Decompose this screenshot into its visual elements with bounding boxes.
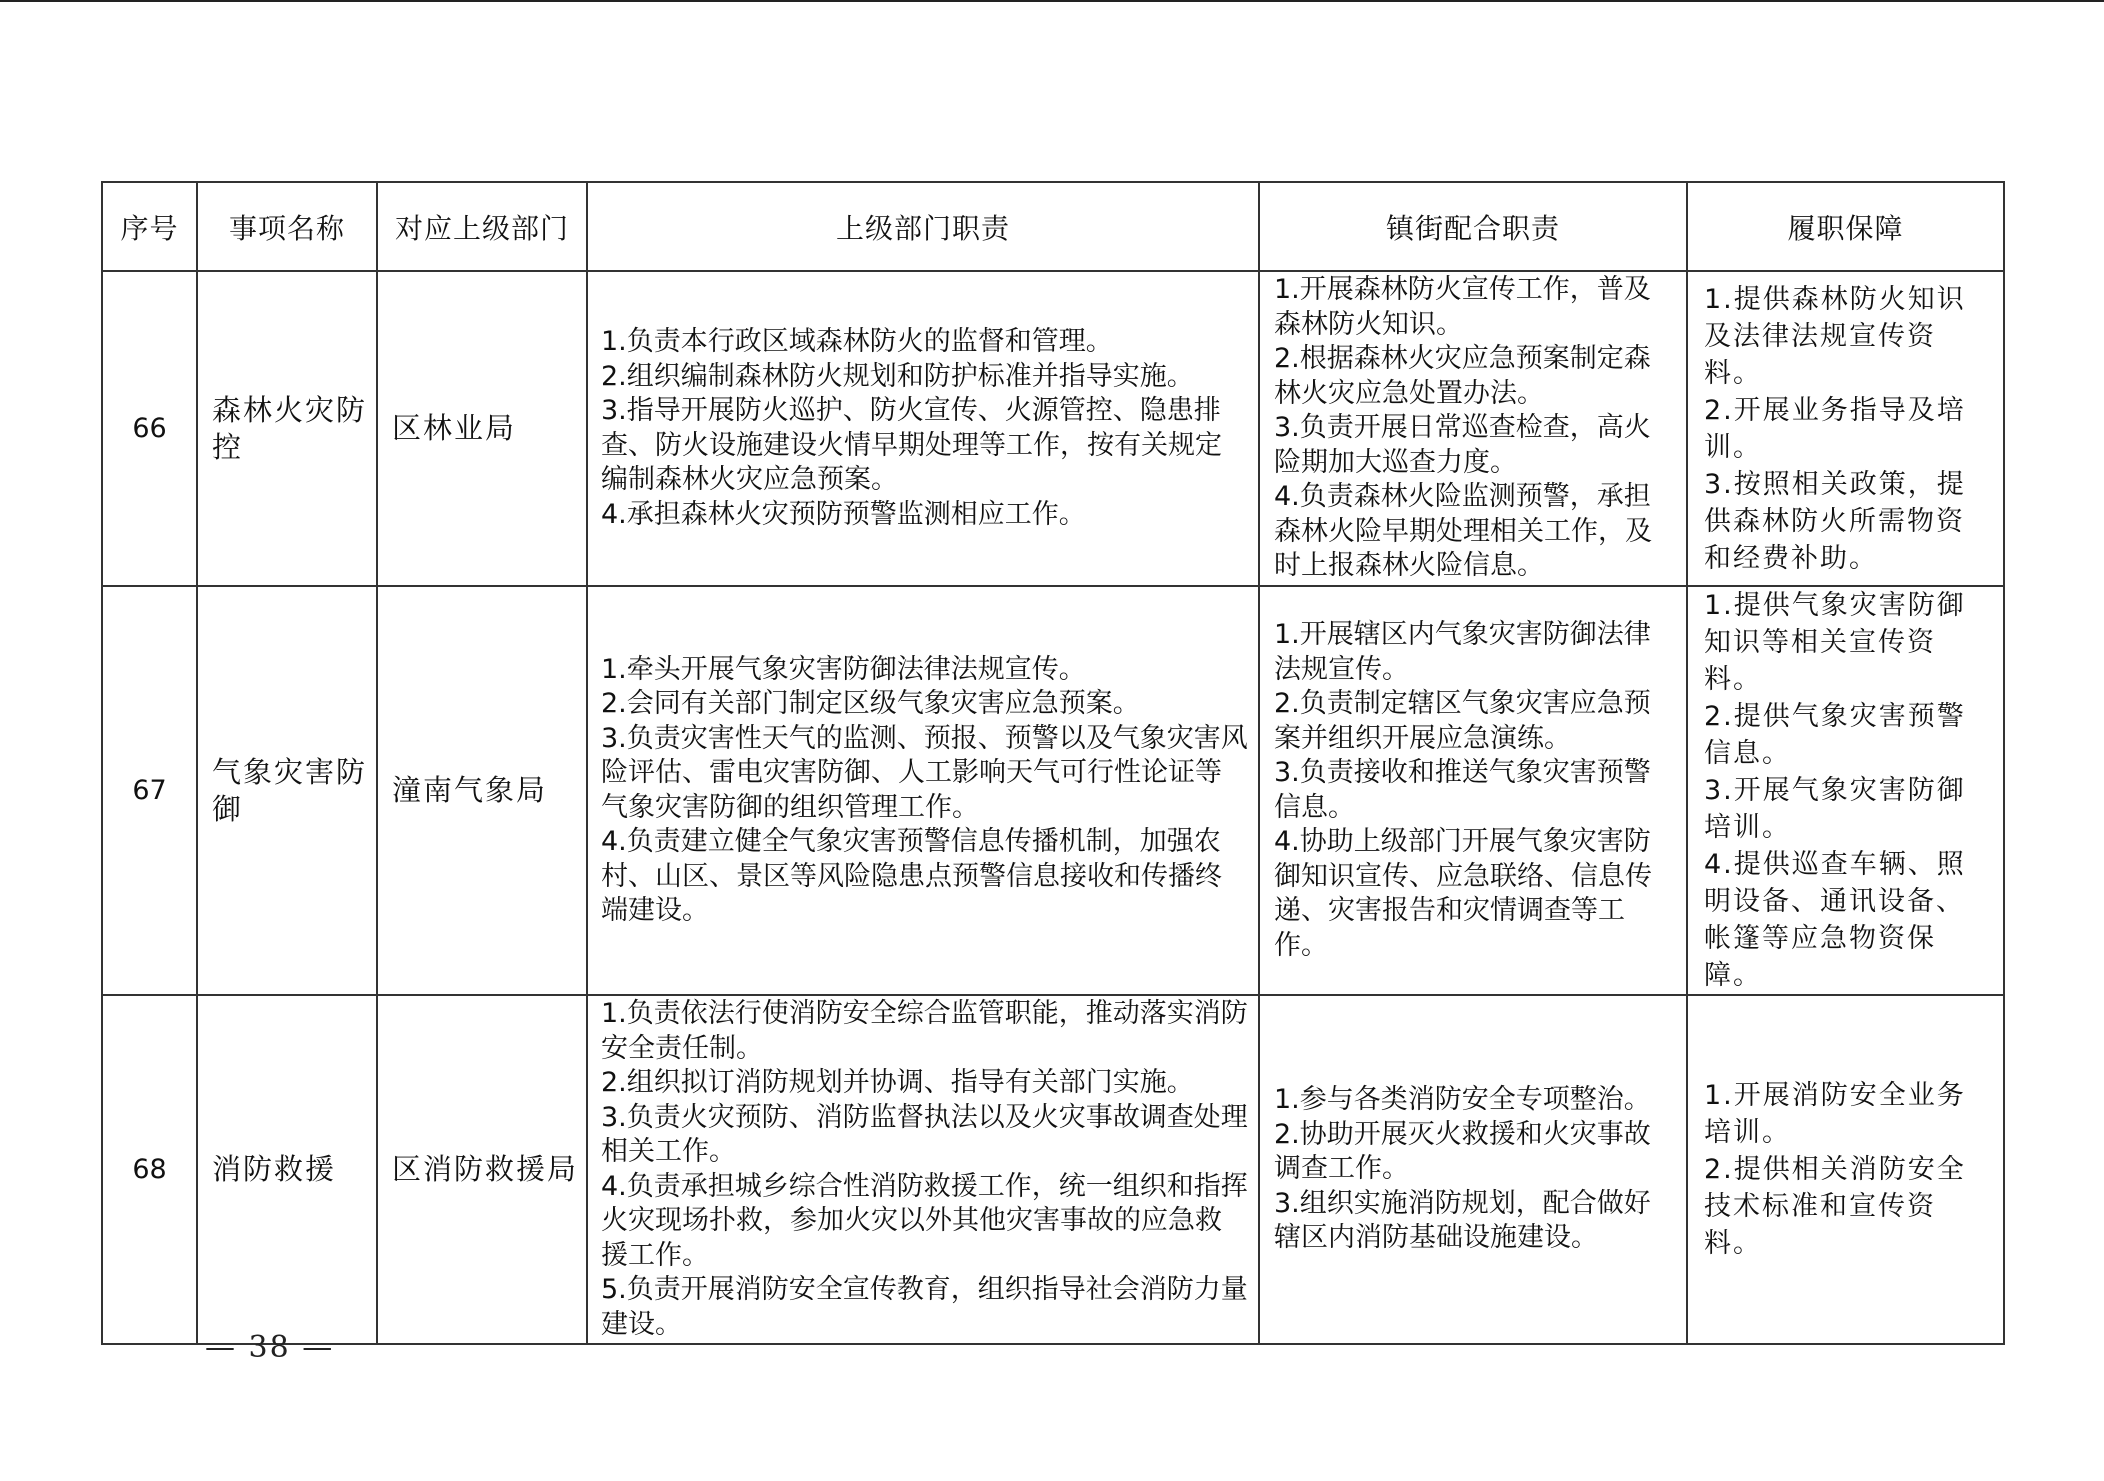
guarantee-item: 1.提供气象灾害防御知识等相关宣传资料。: [1704, 590, 1966, 695]
header-seq: 序号: [102, 182, 197, 271]
guarantee-item: 3.开展气象灾害防御培训。: [1704, 775, 1966, 843]
header-upper-dept: 对应上级部门: [377, 182, 587, 271]
duty-item: 3.负责灾害性天气的监测、预报、预警以及气象灾害风险评估、雷电灾害防御、人工影响天气可行性论证等气象灾害防御的组织管理工作。: [601, 722, 1248, 823]
table-row: [102, 586, 2004, 995]
duty-item: 3.负责火灾预防、消防监督执法以及火灾事故调查处理相关工作。: [601, 1101, 1248, 1167]
guarantee-item: 4.提供巡查车辆、照明设备、通讯设备、帐篷等应急物资保障。: [1704, 849, 1966, 991]
duties-table-container: [101, 181, 2003, 1345]
guarantees-cell: [1687, 995, 2004, 1344]
upper-duties-cell: [587, 995, 1259, 1344]
duty-item: 2.组织拟订消防规划并协调、指导有关部门实施。: [601, 1067, 1194, 1098]
table-row: [102, 995, 2004, 1344]
page-number: — 38 —: [205, 1330, 335, 1365]
duty-item: 4.负责承担城乡综合性消防救援工作，统一组织和指挥火灾现场扑救，参加火灾以外其他灾害事故的应急救援工作。: [601, 1170, 1248, 1271]
upper-department: 潼南气象局: [377, 586, 587, 995]
town-duty-item: 2.负责制定辖区气象灾害应急预案并组织开展应急演练。: [1274, 688, 1651, 754]
table-header-row: [102, 182, 2004, 271]
duty-item: 2.会同有关部门制定区级气象灾害应急预案。: [601, 688, 1140, 719]
upper-duties-cell: [587, 586, 1259, 995]
town-duties-cell: [1259, 271, 1687, 586]
row-number: 67: [102, 586, 197, 995]
table-row: [102, 271, 2004, 586]
guarantees-cell: [1687, 271, 2004, 586]
guarantees-cell: [1687, 586, 2004, 995]
duty-item: 4.承担森林火灾预防预警监测相应工作。: [601, 498, 1086, 530]
header-upper-duties: 上级部门职责: [587, 182, 1259, 271]
duty-item: 3.指导开展防火巡护、防火宣传、火源管控、隐患排查、防火设施建设火情早期处理等工作，按有关规定编制森林火灾应急预案。: [601, 395, 1222, 495]
town-duty-item: 1.开展辖区内气象灾害防御法律法规宣传。: [1274, 619, 1651, 685]
town-duty-item: 4.协助上级部门开展气象灾害防御知识宣传、应急联络、信息传递、灾害报告和灾情调查等工作。: [1274, 826, 1652, 961]
town-duty-item: 3.负责开展日常巡查检查，高火险期加大巡查力度。: [1274, 412, 1651, 478]
top-border-line: [0, 0, 2104, 2]
upper-department: 区林业局: [377, 271, 587, 586]
duties-table: [101, 181, 2005, 1345]
upper-duties-cell: [587, 271, 1259, 586]
duty-item: 1.负责本行政区域森林防火的监督和管理。: [601, 326, 1113, 357]
duty-item: 2.组织编制森林防火规划和防护标准并指导实施。: [601, 360, 1194, 392]
item-name: 森林火灾防控: [197, 271, 377, 586]
town-duty-item: 2.根据森林火灾应急预案制定森林火灾应急处置办法。: [1274, 343, 1651, 409]
guarantee-item: 2.提供相关消防安全技术标准和宣传资料。: [1704, 1154, 1966, 1259]
town-duty-item: 3.组织实施消防规划，配合做好辖区内消防基础设施建设。: [1274, 1187, 1651, 1254]
town-duty-item: 1.参与各类消防安全专项整治。: [1274, 1084, 1651, 1116]
header-town-duties: 镇街配合职责: [1259, 182, 1687, 271]
item-name: 消防救援: [197, 995, 377, 1344]
row-number: 68: [102, 995, 197, 1344]
guarantee-item: 1.提供森林防火知识及法律法规宣传资料。: [1704, 283, 1966, 389]
town-duty-item: 3.负责接收和推送气象灾害预警信息。: [1274, 757, 1651, 823]
town-duty-item: 1.开展森林防火宣传工作，普及森林防火知识。: [1274, 274, 1651, 340]
item-name: 气象灾害防御: [197, 586, 377, 995]
header-guarantees: 履职保障: [1687, 182, 2004, 271]
duty-item: 4.负责建立健全气象灾害预警信息传播机制，加强农村、山区、景区等风险隐患点预警信息接收和传播终端建设。: [601, 826, 1222, 926]
header-item-name: 事项名称: [197, 182, 377, 271]
guarantee-item: 2.开展业务指导及培训。: [1704, 394, 1966, 463]
row-number: 66: [102, 271, 197, 586]
duty-item: 1.牵头开展气象灾害防御法律法规宣传。: [601, 653, 1086, 685]
upper-department: 区消防救援局: [377, 995, 587, 1344]
town-duties-cell: [1259, 586, 1687, 995]
guarantee-item: 2.提供气象灾害预警信息。: [1704, 701, 1966, 769]
duty-item: 1.负责依法行使消防安全综合监管职能，推动落实消防安全责任制。: [601, 998, 1248, 1064]
town-duties-cell: [1259, 995, 1687, 1344]
duty-item: 5.负责开展消防安全宣传教育，组织指导社会消防力量建设。: [601, 1274, 1248, 1340]
town-duty-item: 2.协助开展灭火救援和火灾事故调查工作。: [1274, 1118, 1651, 1185]
guarantee-item: 3.按照相关政策，提供森林防火所需物资和经费补助。: [1704, 468, 1966, 574]
guarantee-item: 1.开展消防安全业务培训。: [1704, 1080, 1966, 1148]
town-duty-item: 4.负责森林火险监测预警，承担森林火险早期处理相关工作，及时上报森林火险信息。: [1274, 481, 1652, 582]
